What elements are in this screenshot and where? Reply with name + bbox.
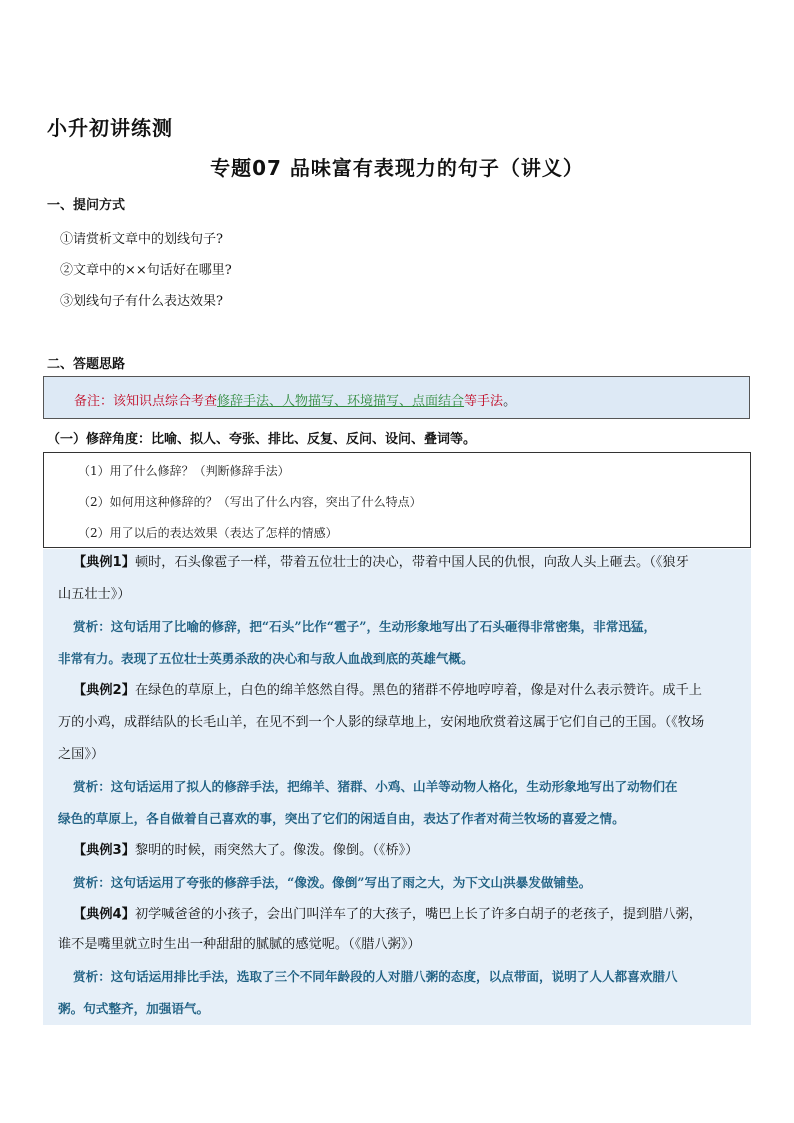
- example-3-analysis: 赏析：这句话运用了夸张的修辞手法，“像泼。像倒”写出了雨之大，为下文山洪暴发做铺垫。: [73, 875, 592, 890]
- rhetoric-angle-heading: （一）修辞角度：比喻、拟人、夸张、排比、反复、反问、设问、叠词等。: [47, 432, 477, 447]
- example-1-text: 顿时，石头像雹子一样，带着五位壮士的决心，带着中国人民的仇恨，向敌人头上砸去。（《狼牙: [134, 555, 689, 570]
- example-2-analysis: 绿色的草原上，各自做着自己喜欢的事，突出了它们的闲适自由，表达了作者对荷兰牧场的喜爱之情。: [58, 811, 625, 826]
- step-item: （2）如何用这种修辞的？（写出了什么内容，突出了什么特点）: [78, 495, 422, 509]
- example-3-line: [73, 841, 753, 861]
- note-methods: 修辞手法、人物描写、环境描写、点面结合: [217, 394, 465, 409]
- section-heading-answer-approach: 二、答题思路: [47, 357, 126, 372]
- document-title: 专题07 品味富有表现力的句子（讲义）: [210, 156, 584, 180]
- question-item: ②文章中的××句话好在哪里?: [60, 263, 232, 278]
- example-2-line: 之国》）: [58, 747, 105, 762]
- note-end: 。: [503, 394, 517, 409]
- example-4-line: 谁不是嘴里就立时生出一种甜甜的腻腻的感觉呢。（《腊八粥》）: [58, 937, 421, 952]
- example-4-line: [73, 905, 753, 925]
- example-2-line: 万的小鸡，成群结队的长毛山羊，在见不到一个人影的绿草地上，安闲地欣赏着这属于它们自己的王国。（《牧场: [58, 715, 705, 730]
- steps-box: [43, 452, 751, 548]
- example-2-line: [73, 681, 753, 701]
- note-pre: 该知识点综合考查: [113, 394, 218, 409]
- note-box: [43, 376, 750, 419]
- step-item: （1）用了什么修辞？（判断修辞手法）: [78, 464, 290, 478]
- section-heading-question-types: 一、提问方式: [47, 198, 126, 213]
- question-item: ①请赏析文章中的划线句子?: [60, 232, 223, 247]
- example-4-analysis: 赏析：这句话运用排比手法，选取了三个不同年龄段的人对腊八粥的态度，以点带面，说明了人人都喜欢腊八: [73, 969, 678, 984]
- example-3-tag: 【典例3】: [73, 843, 135, 858]
- example-1-line: [73, 553, 753, 573]
- series-title: 小升初讲练测: [47, 116, 173, 140]
- question-item: ③划线句子有什么表达效果?: [60, 294, 223, 309]
- step-item: （2）用了以后的表达效果（表达了怎样的情感）: [78, 526, 338, 540]
- example-4-analysis: 粥。句式整齐，加强语气。: [58, 1001, 210, 1016]
- examples-area: [43, 549, 751, 1025]
- example-4-text: 初学喊爸爸的小孩子，会出门叫洋车了的大孩子，嘴巴上长了许多白胡子的老孩子，提到腊八粥，: [134, 907, 702, 922]
- example-1-analysis: 非常有力。表现了五位壮士英勇杀敌的决心和与敌人血战到底的英雄气概。: [58, 651, 474, 666]
- example-1-analysis: 赏析：这句话用了比喻的修辞，把“石头”比作“雹子”，生动形象地写出了石头砸得非常密集，非常迅猛，: [73, 619, 657, 634]
- note-label: 备注：: [74, 394, 114, 409]
- note-post: 等手法: [464, 394, 504, 409]
- example-2-tag: 【典例2】: [73, 683, 135, 698]
- example-1-line: 山五壮士》）: [58, 587, 131, 602]
- example-4-tag: 【典例4】: [73, 907, 135, 922]
- note-text: [74, 390, 516, 409]
- example-3-text: 黎明的时候，雨突然大了。像泼。像倒。（《桥》）: [134, 843, 419, 858]
- example-2-text: 在绿色的草原上，白色的绵羊悠然自得。黑色的猪群不停地哼哼着，像是对什么表示赞许。成千上: [134, 683, 702, 698]
- example-2-analysis: 赏析：这句话运用了拟人的修辞手法，把绵羊、猪群、小鸡、山羊等动物人格化，生动形象地写出了动物们在: [73, 779, 678, 794]
- example-1-tag: 【典例1】: [73, 555, 135, 570]
